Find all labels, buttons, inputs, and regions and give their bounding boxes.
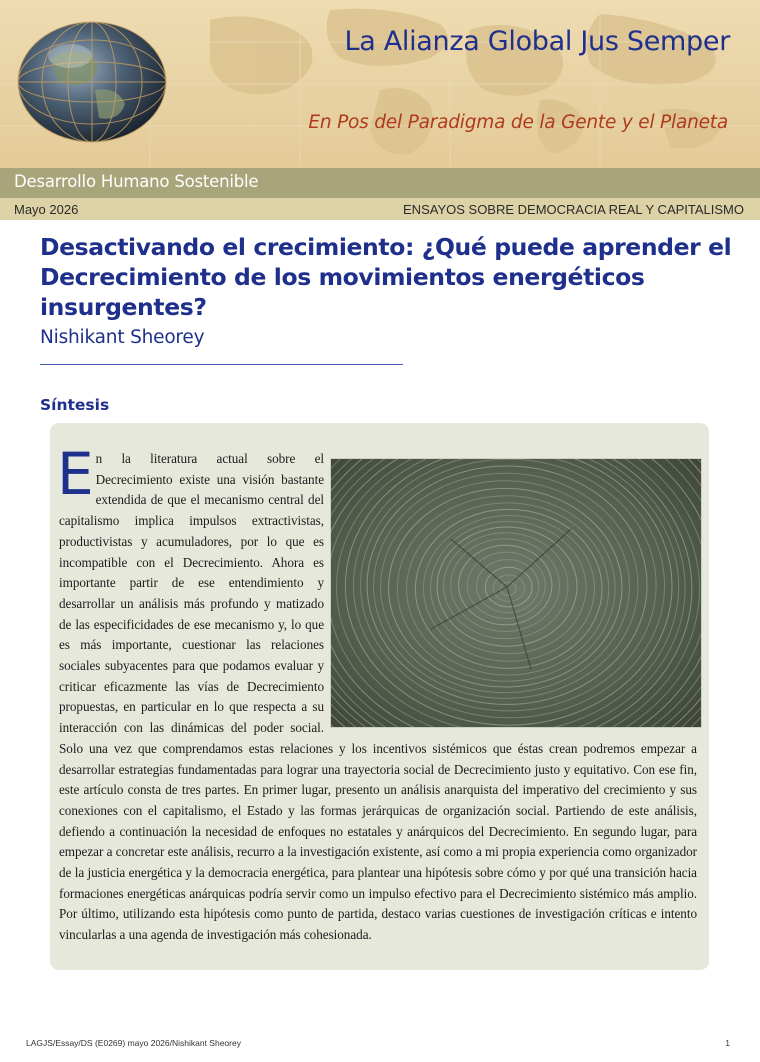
- tree-rings-image: [330, 458, 702, 728]
- date-series-bar: [0, 198, 760, 220]
- publication-date: Mayo 2026: [14, 202, 79, 217]
- site-tagline: En Pos del Paradigma de la Gente y el Planeta: [308, 112, 728, 133]
- series-name: ENSAYOS SOBRE DEMOCRACIA REAL Y CAPITALISMO: [403, 202, 744, 217]
- site-title: La Alianza Global Jus Semper: [344, 26, 730, 57]
- section-band: Desarrollo Humano Sostenible: [0, 168, 760, 198]
- footer-citation: LAGJS/Essay/DS (E0269) mayo 2026/Nishikant Sheorey: [26, 1038, 241, 1048]
- title-divider: [40, 364, 403, 365]
- article-title: Desactivando el crecimiento: ¿Qué puede aprender el Decrecimiento de los movimientos energéticos insurgentes?: [40, 233, 732, 321]
- abstract-paragraph: [57, 440, 697, 946]
- tree-rings-illustration: [331, 459, 702, 728]
- header-banner: [0, 0, 760, 168]
- abstract-dropcap: E: [57, 440, 94, 508]
- page-number: 1: [725, 1038, 730, 1048]
- abstract-box: [50, 423, 709, 970]
- abstract-heading: Síntesis: [40, 396, 110, 414]
- article-author: Nishikant Sheorey: [40, 327, 205, 348]
- globe-logo-icon: [18, 22, 166, 142]
- abstract-text: n la literatura actual sobre el Decrecimiento existe una visión bastante extendida de que el mecanismo central del capitalismo implica impulsos extractivistas, productivistas y acumuladores, por lo que es incompatible con el Decrecimiento. Ahora es importante partir de ese entendimiento y desarrollar un análisis más profundo y matizado de las especificidades de ese mecanismo y, lo que es más importante, cuestionar las relaciones sociales subyacentes para que podamos evaluar y criticar eficazmente las vías de Decrecimiento propuestas, en particular en lo que respecta a su interacción con las dinámicas del poder social. Solo una vez que comprendamos estas relaciones y los incentivos sistémicos que éstas crean podremos empezar a desarrollar estrategias fundamentadas para lograr una trayectoria social de Decrecimiento justo y equitativo. Con ese fin, este artículo consta de tres partes. En primer lugar, presento un análisis anarquista del imperativo del crecimiento y sus conexiones con el capitalismo, el Estado y las formas jerárquicas de organización social. Partiendo de este análisis, defiendo a continuación la necesidad de enfoques no estatales y anárquicos del Decrecimiento. En segundo lugar, para empezar a concretar este análisis, recurro a la investigación existente, así como a mi propia experiencia como organizador de la justicia energética y la democracia energética, para plantear una hipótesis sobre cómo y por qué una transición hacia formaciones energéticas anárquicas podría servir como un impulso efectivo para el Decrecimiento sistémico más amplio. Por último, utilizando esta hipótesis como punto de partida, destaco varias cuestiones de investigación críticas e intento vincularlas a una agenda de investigación más cohesionada.: [59, 451, 697, 943]
